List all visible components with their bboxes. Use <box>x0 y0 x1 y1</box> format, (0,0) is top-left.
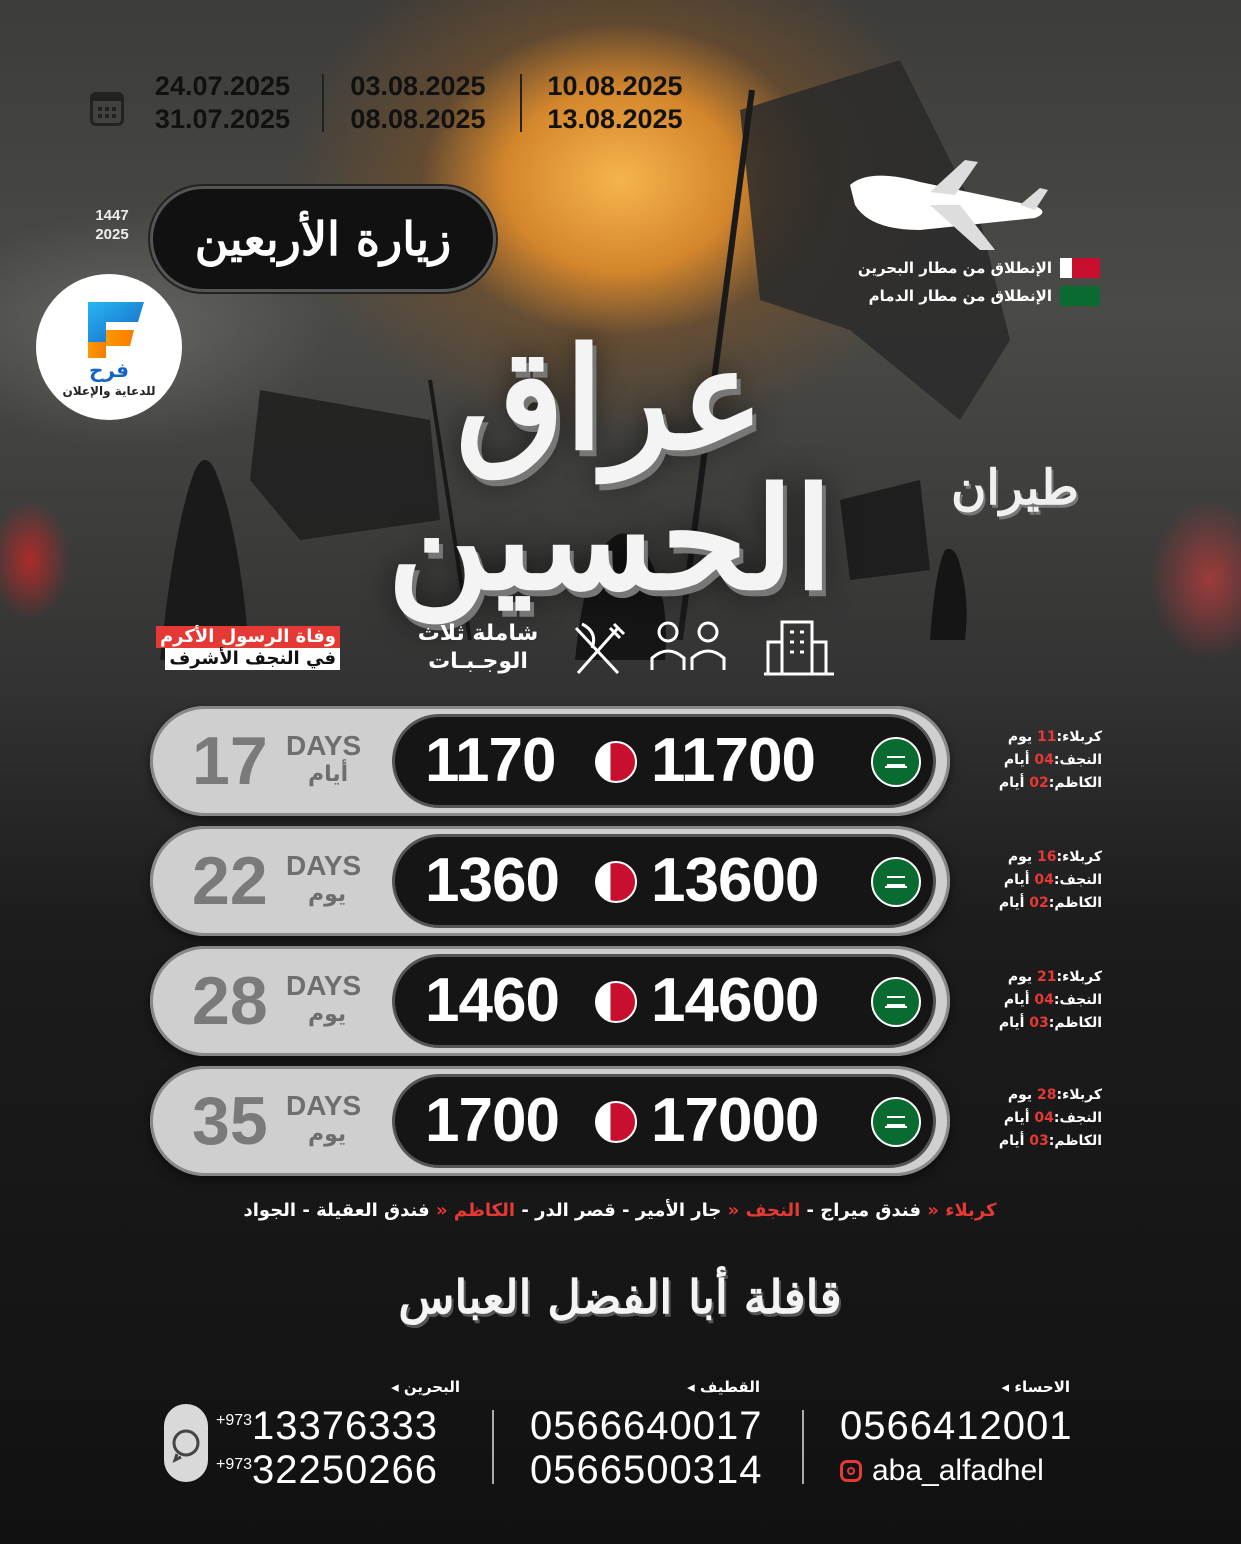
date-start: 10.08.2025 <box>547 71 683 101</box>
hotel-city-najaf: النجف « <box>727 1200 801 1221</box>
calendar-icon <box>90 92 124 126</box>
days-box <box>178 718 398 804</box>
instagram-icon[interactable] <box>840 1460 862 1482</box>
stay-line: كربلاء:16 يوم <box>1007 849 1102 865</box>
occasion-line2: في النجف الأشرف <box>165 648 340 670</box>
stay-line: الكاظم:03 أيام <box>998 1015 1102 1031</box>
hotel-names-kadhim: فندق العقيلة - الجواد <box>243 1200 430 1221</box>
hotel-city-karbala: كربلاء « <box>927 1200 997 1221</box>
sar-price: 11700 <box>651 726 815 795</box>
stay-line: كربلاء:21 يوم <box>1007 969 1102 985</box>
saudi-currency-icon <box>871 1097 921 1147</box>
days-label-en: DAYS <box>286 1090 362 1121</box>
bahrain-currency-icon <box>595 861 637 903</box>
days-box <box>178 838 398 924</box>
package-row[interactable] <box>150 706 950 816</box>
stay-line: الكاظم:03 أيام <box>998 1133 1102 1149</box>
logo <box>36 274 182 420</box>
people-icon <box>652 623 724 670</box>
departure-label: الإنطلاق من مطار البحرين <box>857 259 1052 277</box>
days-label-en: DAYS <box>286 850 362 881</box>
package-row[interactable] <box>150 826 950 936</box>
contact-divider <box>492 1410 494 1484</box>
saudi-currency-icon <box>871 737 921 787</box>
country-code: +973 <box>216 1412 253 1429</box>
package-row[interactable] <box>150 1066 950 1176</box>
days-label-ar: أيام <box>308 762 349 787</box>
hotel-icon <box>764 622 834 674</box>
days-label-ar: يوم <box>308 882 347 907</box>
hotels-line <box>140 1200 1100 1221</box>
days-label-en: DAYS <box>286 730 362 761</box>
hotel-names-najaf: جار الأمير - قصر الدر - <box>521 1200 722 1221</box>
meals-line2: الوجـبـات <box>428 649 528 674</box>
date-divider <box>322 74 324 132</box>
bhd-price: 1460 <box>425 966 559 1035</box>
price-box <box>392 1074 936 1168</box>
contact-qatif <box>530 1404 770 1492</box>
departure-label: الإنطلاق من مطار الدمام <box>868 287 1052 305</box>
year-hijri: 1447 <box>95 207 129 224</box>
hotel-city-kadhim: الكاظم « <box>435 1200 516 1221</box>
stay-line: كربلاء:28 يوم <box>1007 1087 1102 1103</box>
days-number: 28 <box>192 963 268 1039</box>
date-start: 03.08.2025 <box>350 71 486 101</box>
bhd-price: 1170 <box>425 726 556 795</box>
stay-line: النجف:04 أيام <box>1003 992 1102 1008</box>
contact-city-qatif: القطيف ◂ <box>687 1378 760 1396</box>
price-box <box>392 954 936 1048</box>
package-row[interactable] <box>150 946 950 1056</box>
hotel-names-karbala: فندق ميراج - <box>806 1200 922 1221</box>
date-group-1 <box>140 70 305 136</box>
instagram-handle[interactable]: aba_alfadhel <box>872 1454 1044 1487</box>
phone-number[interactable]: 0566412001 <box>840 1404 1073 1448</box>
phone-number[interactable]: 32250266 <box>252 1448 439 1492</box>
logo-subtitle: للدعاية والإعلان <box>62 384 156 398</box>
logo-name: فرح <box>89 358 129 382</box>
amenities-icons <box>568 618 848 680</box>
date-end: 08.08.2025 <box>350 104 486 134</box>
occasion-box <box>140 626 340 670</box>
phone-number[interactable]: 0566640017 <box>530 1404 763 1448</box>
days-number: 17 <box>192 723 268 799</box>
phone-number[interactable]: 0566500314 <box>530 1448 763 1492</box>
days-number: 35 <box>192 1083 268 1159</box>
date-start: 24.07.2025 <box>154 71 291 101</box>
occasion-line1: وفاة الرسول الأكرم <box>156 626 340 648</box>
contact-divider <box>802 1410 804 1484</box>
meals-line1: شاملة ثلاث <box>417 621 539 646</box>
bahrain-currency-icon <box>595 981 637 1023</box>
saudi-currency-icon <box>871 857 921 907</box>
date-group-2 <box>333 70 503 136</box>
stay-line: النجف:04 أيام <box>1003 872 1102 888</box>
whatsapp-icon[interactable] <box>164 1404 208 1482</box>
price-box <box>392 834 936 928</box>
stay-line: الكاظم:02 أيام <box>998 775 1102 791</box>
days-box <box>178 958 398 1044</box>
date-end: 13.08.2025 <box>547 104 683 134</box>
contact-city-ahsa: الاحساء ◂ <box>1001 1378 1070 1396</box>
contact-bahrain <box>216 1404 456 1492</box>
main-title: عراق الحسين <box>387 318 833 622</box>
year-gregorian: 2025 <box>95 226 129 243</box>
sar-price: 13600 <box>651 846 819 915</box>
bhd-price: 1700 <box>425 1086 559 1155</box>
year-label <box>82 206 142 244</box>
saudi-currency-icon <box>871 977 921 1027</box>
contact-city-bahrain: البحرين ◂ <box>391 1378 460 1396</box>
caravan-name: قافلة أبا الفضل العباس <box>398 1270 842 1324</box>
bahrain-flag-icon <box>1060 258 1100 278</box>
days-label-ar: يوم <box>308 1002 347 1027</box>
stay-line: النجف:04 أيام <box>1003 752 1102 768</box>
departure-saudi <box>810 286 1100 306</box>
saudi-flag-icon <box>1060 286 1100 306</box>
small-title: طيران <box>951 460 1079 516</box>
days-label-ar: يوم <box>308 1122 347 1147</box>
stay-breakdown <box>962 1084 1102 1153</box>
country-code: +973 <box>216 1456 253 1473</box>
bahrain-currency-icon <box>595 1101 637 1143</box>
meals-note <box>398 620 558 676</box>
date-divider <box>520 74 522 132</box>
sar-price: 14600 <box>651 966 819 1035</box>
bhd-price: 1360 <box>425 846 559 915</box>
days-label-en: DAYS <box>286 970 362 1001</box>
phone-number[interactable]: 13376333 <box>252 1404 439 1448</box>
cutlery-icon <box>576 624 624 673</box>
contact-ahsa <box>840 1404 1080 1488</box>
stay-line: كربلاء:11 يوم <box>1007 729 1102 745</box>
price-box <box>392 714 936 808</box>
stay-breakdown <box>962 726 1102 795</box>
stay-line: الكاظم:02 أيام <box>998 895 1102 911</box>
stay-line: النجف:04 أيام <box>1003 1110 1102 1126</box>
days-number: 22 <box>192 843 268 919</box>
sar-price: 17000 <box>651 1086 819 1155</box>
ziyara-badge: زيارة الأربعين <box>150 186 496 292</box>
departure-bahrain <box>810 258 1100 278</box>
stay-breakdown <box>962 846 1102 915</box>
date-end: 31.07.2025 <box>154 104 291 134</box>
date-group-3 <box>530 70 700 136</box>
bahrain-currency-icon <box>595 741 637 783</box>
days-box <box>178 1078 398 1164</box>
stay-breakdown <box>962 966 1102 1035</box>
